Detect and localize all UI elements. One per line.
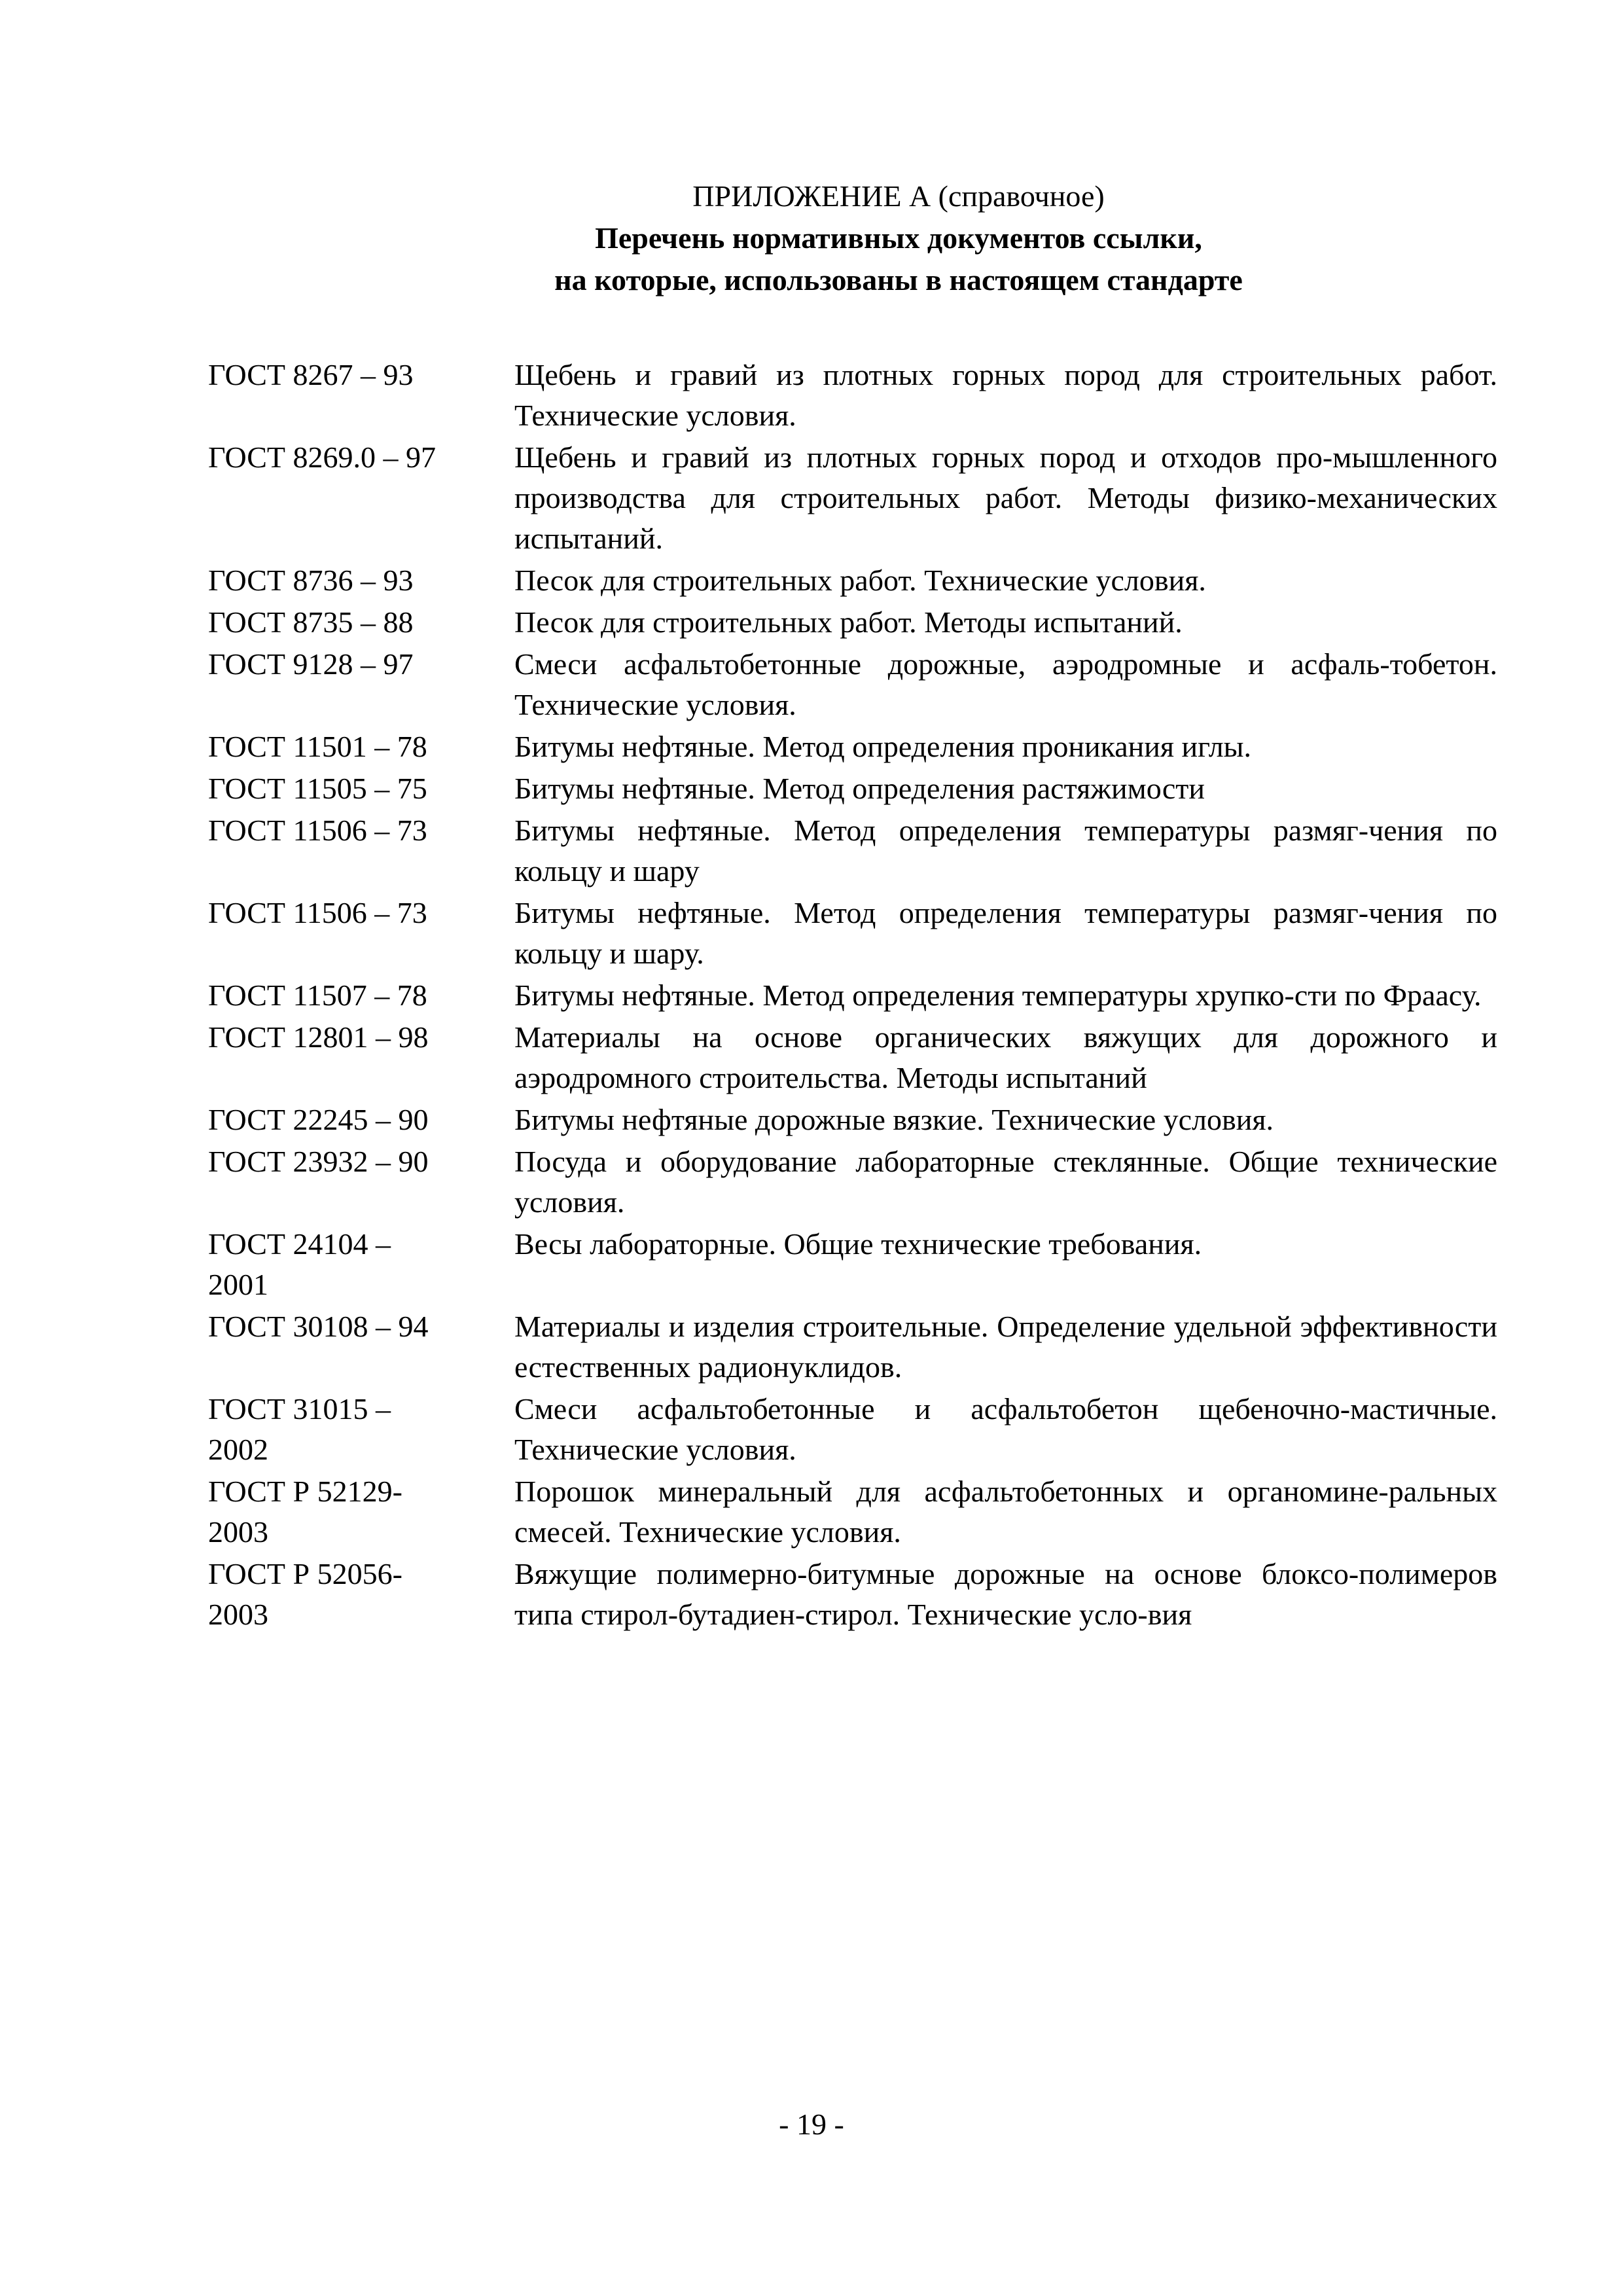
reference-code: ГОСТ 11506 – 73 [208,896,427,929]
reference-code: ГОСТ Р 52056-2003 [208,1557,402,1631]
reference-row [208,1141,1497,1223]
reference-row [208,602,1497,643]
reference-code: ГОСТ 24104 – 2001 [208,1227,391,1301]
reference-row [208,437,1497,559]
reference-code: ГОСТ 11501 – 78 [208,730,427,763]
reference-code: ГОСТ 31015 – 2002 [208,1392,391,1466]
reference-code: ГОСТ 8267 – 93 [208,358,414,391]
reference-title: Порошок минеральный для асфальтобетонных и органомине-ральных смесей. Технические условия. [514,1475,1497,1549]
reference-code: ГОСТ 8735 – 88 [208,605,414,639]
reference-title: Битумы нефтяные. Метод определения проникания иглы. [514,730,1252,763]
reference-row [208,1306,1497,1388]
reference-title: Щебень и гравий из плотных горных пород для строительных работ. Технические условия. [514,358,1497,432]
reference-title: Битумы нефтяные. Метод определения температуры хрупко-сти по Фраасу. [514,978,1482,1012]
reference-title: Смеси асфальтобетонные и асфальтобетон щебеночно-мастичные. Технические условия. [514,1392,1497,1466]
reference-title: Битумы нефтяные. Метод определения температуры размяг-чения по кольцу и шару. [514,896,1497,970]
reference-title: Посуда и оборудование лабораторные стеклянные. Общие технические условия. [514,1145,1497,1219]
reference-row [208,768,1497,809]
reference-code: ГОСТ 22245 – 90 [208,1103,429,1136]
annex-heading [254,175,1543,301]
reference-row [208,893,1497,974]
reference-code: ГОСТ 30108 – 94 [208,1310,429,1343]
reference-code: ГОСТ 11507 – 78 [208,978,427,1012]
reference-code: ГОСТ 9128 – 97 [208,647,414,681]
page-number: - 19 - [779,2108,844,2141]
reference-title: Песок для строительных работ. Технические условия. [514,564,1206,597]
reference-row [208,355,1497,436]
reference-title: Песок для строительных работ. Методы испытаний. [514,605,1183,639]
reference-row [208,1389,1497,1470]
reference-title: Щебень и гравий из плотных горных пород и отходов про-мышленного производства для строительных работ. Методы физико-механических испытаний. [514,440,1497,555]
reference-title: Вяжущие полимерно-битумные дорожные на основе блоксо-полимеров типа стирол-бутадиен-стирол. Технические усло-вия [514,1557,1497,1631]
reference-code: ГОСТ 8269.0 – 97 [208,440,437,474]
reference-code: ГОСТ 8736 – 93 [208,564,414,597]
reference-row [208,1017,1497,1098]
reference-title: Материалы на основе органических вяжущих для дорожного и аэродромного строительства. Методы испытаний [514,1020,1497,1094]
reference-row [208,560,1497,601]
reference-row [208,810,1497,891]
reference-row [208,1224,1497,1305]
annex-title-line-1: Перечень нормативных документов ссылки, [595,221,1202,255]
reference-row [208,644,1497,725]
reference-code: ГОСТ 11506 – 73 [208,814,427,847]
references-list [208,355,1497,1635]
reference-row [208,1100,1497,1140]
document-page [208,175,1497,1636]
reference-title: Битумы нефтяные. Метод определения растяжимости [514,772,1205,805]
annex-label: ПРИЛОЖЕНИЕ А (справочное) [692,179,1105,213]
reference-code: ГОСТ 12801 – 98 [208,1020,429,1054]
reference-title: Битумы нефтяные дорожные вязкие. Технические условия. [514,1103,1274,1136]
annex-title-line-2: на которые, использованы в настоящем стандарте [554,263,1243,296]
reference-title: Битумы нефтяные. Метод определения температуры размяг-чения по кольцу и шару [514,814,1497,888]
reference-row [208,975,1497,1016]
reference-row [208,1554,1497,1635]
reference-title: Материалы и изделия строительные. Определение удельной эффективности естественных радионуклидов. [514,1310,1497,1384]
reference-code: ГОСТ 23932 – 90 [208,1145,429,1178]
reference-row [208,1471,1497,1552]
reference-title: Весы лабораторные. Общие технические требования. [514,1227,1202,1261]
reference-title: Смеси асфальтобетонные дорожные, аэродромные и асфаль-тобетон. Технические условия. [514,647,1497,721]
reference-code: ГОСТ Р 52129-2003 [208,1475,402,1549]
reference-row [208,726,1497,767]
reference-code: ГОСТ 11505 – 75 [208,772,427,805]
